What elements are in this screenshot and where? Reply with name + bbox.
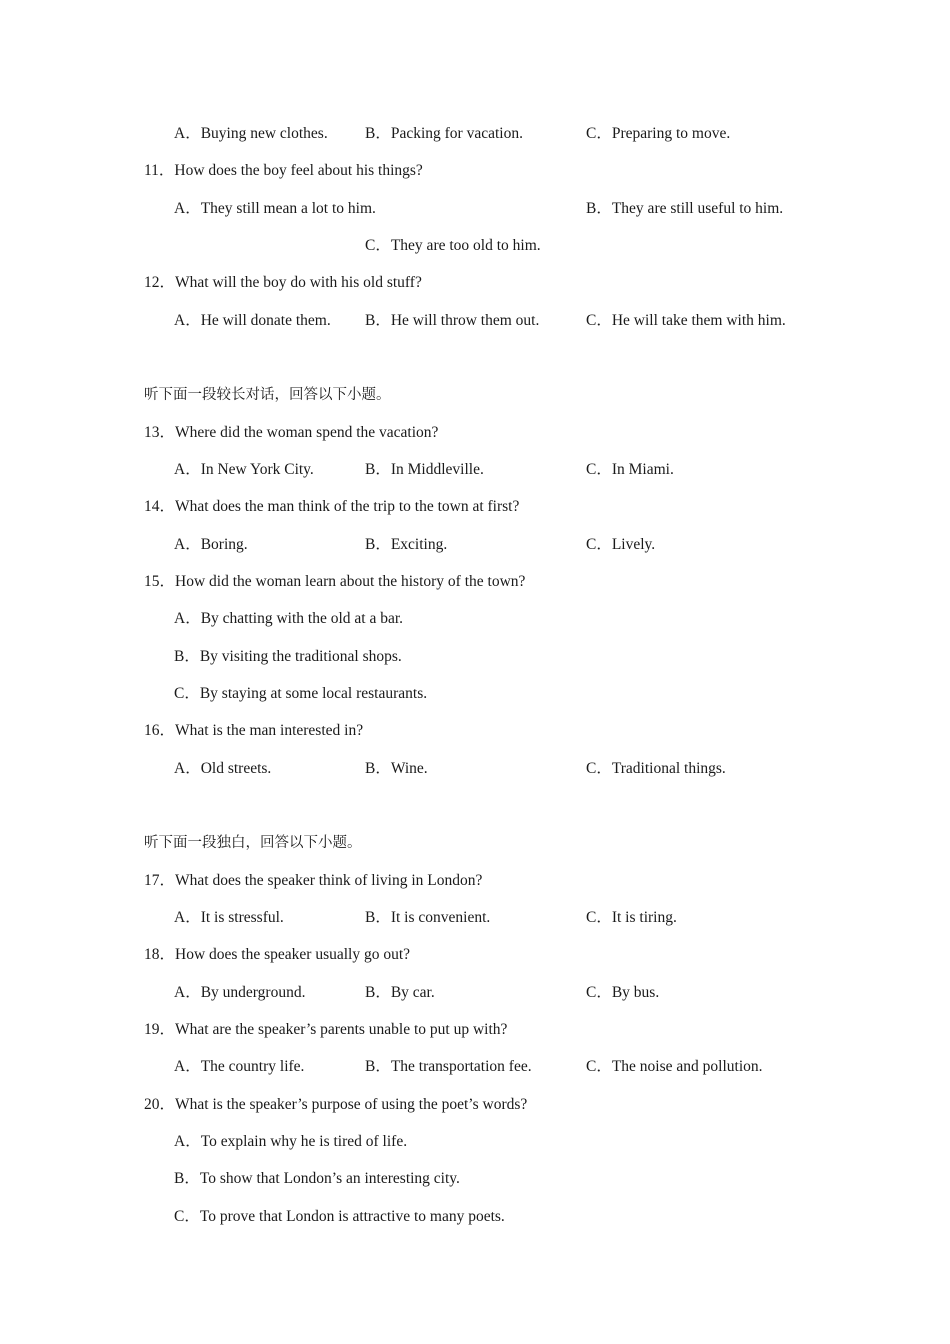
q16-text: 16．What is the man interested in? <box>144 722 364 739</box>
q10-option-c: C．Preparing to move. <box>586 125 731 142</box>
q14-option-c: C．Lively. <box>586 536 656 553</box>
q10-options <box>0 123 950 145</box>
q20-option-c: C．To prove that London is attractive to many poets. <box>174 1208 505 1225</box>
section3-instruction: 听下面一段独白，回答以下小题。 <box>144 835 362 851</box>
q18-question <box>0 944 950 966</box>
q19-text: 19．What are the speaker’s parents unable to put up with? <box>144 1021 508 1038</box>
q12-options <box>0 310 950 332</box>
q10-option-a: A．Buying new clothes. <box>174 125 328 142</box>
q17-text: 17．What does the speaker think of living in London? <box>144 872 483 889</box>
q14-text: 14．What does the man think of the trip to the town at first? <box>144 498 520 515</box>
q10-option-b: B．Packing for vacation. <box>365 125 523 142</box>
q16-question <box>0 720 950 742</box>
q12-option-b: B．He will throw them out. <box>365 312 540 329</box>
q20-option-b-row <box>0 1168 950 1190</box>
q16-option-a: A．Old streets. <box>174 760 272 777</box>
q20-option-a-row <box>0 1131 950 1153</box>
q18-text: 18．How does the speaker usually go out? <box>144 946 411 963</box>
q17-question <box>0 870 950 892</box>
q13-question <box>0 422 950 444</box>
q15-option-b-row <box>0 646 950 668</box>
q14-option-b: B．Exciting. <box>365 536 448 553</box>
q15-option-b: B．By visiting the traditional shops. <box>174 648 402 665</box>
q20-question <box>0 1094 950 1116</box>
q12-option-a: A．He will donate them. <box>174 312 331 329</box>
q13-text: 13．Where did the woman spend the vacation? <box>144 424 439 441</box>
section2-instruction: 听下面一段较长对话，回答以下小题。 <box>144 387 391 403</box>
q19-option-a: A．The country life. <box>174 1058 305 1075</box>
q12-option-c: C．He will take them with him. <box>586 312 786 329</box>
q14-question <box>0 496 950 518</box>
section3-heading <box>0 832 950 854</box>
q18-option-a: A．By underground. <box>174 984 306 1001</box>
q15-text: 15．How did the woman learn about the history of the town? <box>144 573 526 590</box>
q17-option-a: A．It is stressful. <box>174 909 284 926</box>
q14-options <box>0 534 950 556</box>
q19-question <box>0 1019 950 1041</box>
q15-question <box>0 571 950 593</box>
q17-option-b: B．It is convenient. <box>365 909 491 926</box>
q18-option-c: C．By bus. <box>586 984 660 1001</box>
q15-option-c-row <box>0 683 950 705</box>
q18-option-b: B．By car. <box>365 984 435 1001</box>
q11-text: 11．How does the boy feel about his things? <box>144 162 423 179</box>
q16-options <box>0 758 950 780</box>
q20-option-a: A．To explain why he is tired of life. <box>174 1133 408 1150</box>
q15-option-a: A．By chatting with the old at a bar. <box>174 610 404 627</box>
q20-option-b: B．To show that London’s an interesting city. <box>174 1170 460 1187</box>
q20-text: 20．What is the speaker’s purpose of using the poet’s words? <box>144 1096 528 1113</box>
q12-question <box>0 272 950 294</box>
q13-options <box>0 459 950 481</box>
q19-options <box>0 1056 950 1078</box>
q19-option-b: B．The transportation fee. <box>365 1058 532 1075</box>
q16-option-b: B．Wine. <box>365 760 428 777</box>
q19-option-c: C．The noise and pollution. <box>586 1058 763 1075</box>
section2-heading <box>0 384 950 406</box>
q17-options <box>0 907 950 929</box>
q15-option-c: C．By staying at some local restaurants. <box>174 685 428 702</box>
q11-option-a: A．They still mean a lot to him. <box>174 200 376 217</box>
q15-option-a-row <box>0 608 950 630</box>
q11-option-b: B．They are still useful to him. <box>586 200 784 217</box>
q16-option-c: C．Traditional things. <box>586 760 726 777</box>
q11-options-row1 <box>0 198 950 220</box>
q11-question <box>0 160 950 182</box>
q20-option-c-row <box>0 1206 950 1228</box>
q17-option-c: C．It is tiring. <box>586 909 677 926</box>
q14-option-a: A．Boring. <box>174 536 248 553</box>
q13-option-c: C．In Miami. <box>586 461 674 478</box>
q12-text: 12．What will the boy do with his old stuff? <box>144 274 422 291</box>
q18-options <box>0 982 950 1004</box>
q13-option-a: A．In New York City. <box>174 461 314 478</box>
q11-options-row2 <box>0 235 950 257</box>
q11-option-c: C．They are too old to him. <box>365 237 541 254</box>
q13-option-b: B．In Middleville. <box>365 461 484 478</box>
